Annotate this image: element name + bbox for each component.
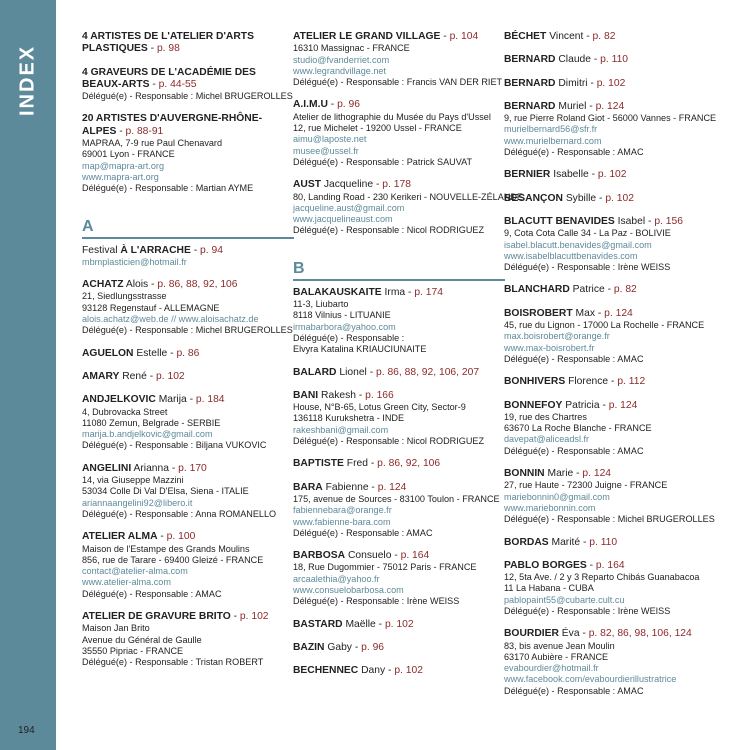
entry-name: 20 ARTISTES D'AUVERGNE-RHÔNE-ALPES — [82, 113, 262, 137]
entry-link[interactable]: arcaalethia@yahoo.fr — [293, 573, 380, 584]
entry-detail: 45, rue du Lignon - 17000 La Rochelle - FRANCE — [504, 320, 705, 331]
entry-name: BARBOSA — [293, 550, 346, 562]
entry-link[interactable]: www.atelier-alma.com — [82, 577, 171, 588]
index-entry — [504, 54, 716, 66]
entry-heading: ATELIER ALMA - p. 100 — [82, 531, 196, 543]
entry-first-name: Patrice — [572, 284, 605, 296]
entry-link[interactable]: marija.b.andjelkovic@gmail.com — [82, 429, 213, 440]
entry-pages: p. 124 — [377, 481, 407, 493]
entry-first-name: Lionel — [339, 366, 367, 378]
entry-first-name: Marie — [547, 468, 574, 480]
entry-first-name: Patricia — [565, 399, 600, 411]
entry-pages: p. 178 — [382, 179, 411, 191]
entry-delegate: Délégué(e) - Responsable : Irène WEISS — [293, 596, 460, 607]
entry-heading: AGUELON Estelle - p. 86 — [82, 347, 200, 359]
entry-name: BÉCHET — [504, 31, 547, 42]
entry-name: BLANCHARD — [504, 284, 570, 296]
entry-heading: BALAKAUSKAITE Irma - p. 174 — [293, 286, 443, 298]
index-column-2 — [293, 31, 523, 688]
entry-delegate: Délégué(e) - Responsable : Patrick SAUVAT — [293, 156, 473, 167]
entry-delegate: Délégué(e) - Responsable : AMAC — [504, 685, 644, 696]
entry-name: BECHENNEC — [293, 665, 359, 677]
entry-heading: BERNIER Isabelle - p. 102 — [504, 169, 627, 181]
index-entry — [82, 31, 294, 56]
entry-heading: 20 ARTISTES D'AUVERGNE-RHÔNE-ALPES - p. 88-91 — [82, 113, 262, 137]
entry-prefix: Festival — [82, 244, 121, 256]
entry-detail: Délégué(e) - Responsable : Tristan ROBERT — [82, 657, 264, 668]
index-entry — [504, 537, 716, 549]
entry-name: PABLO BORGES — [504, 559, 587, 571]
entry-delegate: Délégué(e) - Responsable : Irène WEISS — [504, 605, 671, 616]
index-column-3 — [504, 31, 716, 708]
entry-pages: p. 174 — [414, 286, 443, 298]
entry-pages: p. 86, 88, 92, 106, 207 — [376, 366, 480, 378]
entry-detail: 69001 Lyon - FRANCE — [82, 149, 175, 160]
entry-delegate: Délégué(e) - Responsable : Nicol RODRIGUEZ — [293, 436, 485, 447]
entry-heading: BLANCHARD Patrice - p. 82 — [504, 284, 637, 296]
entry-heading: ANGELINI Arianna - p. 170 — [82, 462, 207, 474]
entry-first-name: Dany — [361, 665, 386, 677]
index-entry — [82, 279, 294, 336]
entry-pages: p. 124 — [604, 307, 633, 319]
section-letter: B — [293, 259, 505, 281]
entry-heading: BALARD Lionel - p. 86, 88, 92, 106, 207 — [293, 366, 480, 378]
entry-name: BLACUTT BENAVIDES — [504, 215, 615, 227]
entry-detail: 19, rue des Chartres — [504, 411, 587, 422]
entry-name: ANGELINI — [82, 462, 132, 474]
entry-heading: 4 ARTISTES DE L'ATELIER D'ARTS PLASTIQUES - p. 98 — [82, 31, 254, 55]
entry-first-name: Fred — [346, 458, 368, 470]
entry-pages: p. 86, 88, 92, 106 — [157, 279, 238, 291]
index-entry — [504, 216, 716, 273]
entry-first-name: Fabienne — [325, 481, 369, 493]
entry-detail: 11 La Habana - CUBA — [504, 583, 594, 594]
entry-link[interactable]: max.boisrobert@orange.fr — [504, 331, 610, 342]
index-entry — [504, 31, 716, 43]
entry-detail: 12, 5ta Ave. / 2 y 3 Reparto Chibás Guanabacoa — [504, 572, 700, 583]
entry-name: BARA — [293, 481, 323, 493]
entry-first-name: Marija — [158, 394, 187, 406]
entry-pages: p. 102 — [605, 192, 634, 204]
entry-delegate: Délégué(e) - Responsable : Biljana VUKOVIC — [82, 440, 267, 451]
entry-detail: 12, rue Michelet - 19200 Ussel - FRANCE — [293, 123, 462, 134]
entry-first-name: Sybille — [565, 192, 597, 204]
entry-pages: p. 156 — [654, 215, 683, 227]
entry-name: BERNARD — [504, 100, 556, 112]
entry-link[interactable]: alois.achatz@web.de // www.aloisachatz.de — [82, 314, 259, 325]
entry-link[interactable]: www.isabelblacuttbenavides.com — [504, 250, 638, 261]
entry-name: AGUELON — [82, 347, 134, 359]
entry-link[interactable]: jacqueline.aust@gmail.com — [293, 202, 405, 213]
entry-detail: 4, Dubrovacka Street — [82, 406, 168, 417]
entry-pages: p. 124 — [595, 100, 625, 112]
entry-heading: Festival À L'ARRACHE - p. 94 — [82, 244, 223, 256]
entry-heading: BANI Rakesh - p. 166 — [293, 389, 394, 401]
index-entry — [504, 101, 716, 158]
entry-detail: 63170 Aubière - FRANCE — [504, 651, 609, 662]
entry-pages: p. 102 — [156, 370, 185, 382]
entry-name: BASTARD — [293, 618, 343, 630]
entry-delegate: Délégué(e) - Responsable : — [293, 332, 405, 343]
entry-first-name: Irma — [384, 286, 406, 298]
entry-heading: BERNARD Muriel - p. 124 — [504, 100, 625, 112]
entry-detail: 16310 Massignac - FRANCE — [293, 43, 410, 54]
entry-delegate: Elvyra Katalina KRIAUCIUNAITE — [293, 344, 427, 355]
entry-first-name: Max — [575, 307, 595, 319]
entry-delegate: Délégué(e) - Responsable : Michel BRUGEROLLES — [82, 325, 293, 336]
entry-detail: House, N°B-65, Lotus Green City, Sector-9 — [293, 402, 466, 413]
index-entry — [293, 619, 505, 631]
index-entry — [82, 371, 294, 383]
entry-name: BAPTISTE — [293, 458, 344, 470]
entry-heading: BERNARD Claude - p. 110 — [504, 54, 629, 66]
entry-pages: p. 164 — [400, 550, 430, 562]
entry-name: ATELIER ALMA — [82, 531, 158, 543]
entry-pages: p. 82 — [592, 31, 616, 42]
entry-name: BALARD — [293, 366, 337, 378]
index-entry — [293, 665, 505, 677]
entry-name: BERNIER — [504, 169, 551, 181]
entry-detail: Maison Jan Brito — [82, 623, 150, 634]
entry-name: BOURDIER — [504, 628, 559, 640]
index-column-1 — [82, 31, 294, 679]
entry-heading: BARA Fabienne - p. 124 — [293, 481, 407, 493]
entry-detail: 21, Siedlungsstrasse — [82, 291, 167, 302]
entry-delegate: Délégué(e) - Responsable : AMAC — [504, 445, 644, 456]
entry-link[interactable]: mariebonnin0@gmail.com — [504, 491, 610, 502]
entry-heading: BONHIVERS Florence - p. 112 — [504, 376, 646, 388]
entry-link[interactable]: isabel.blacutt.benavides@gmail.com — [504, 239, 652, 250]
entry-link[interactable]: pablopaint55@cubarte.cult.cu — [504, 594, 625, 605]
index-entry — [82, 245, 294, 269]
entry-delegate: Délégué(e) - Responsable : Francis VAN DER RIET — [293, 77, 503, 88]
entry-heading: AUST Jacqueline - p. 178 — [293, 179, 411, 191]
entry-pages: p. 88-91 — [125, 125, 164, 137]
entry-name: BANI — [293, 389, 319, 401]
index-entry — [504, 628, 716, 697]
index-entry — [504, 400, 716, 457]
index-entry — [293, 550, 505, 607]
entry-pages: p. 86, 92, 106 — [377, 458, 441, 470]
entry-first-name: Isabelle — [553, 169, 589, 181]
entry-pages: p. 86 — [176, 347, 200, 359]
index-entry — [504, 376, 716, 388]
section-letter: A — [82, 217, 294, 239]
entry-heading: AMARY René - p. 102 — [82, 370, 185, 382]
entry-first-name: Isabel — [617, 215, 646, 227]
entry-link[interactable]: www.max-boisrobert.fr — [504, 342, 595, 353]
entry-heading: BAZIN Gaby - p. 96 — [293, 641, 385, 653]
entry-pages: p. 166 — [365, 389, 394, 401]
entry-name: 4 ARTISTES DE L'ATELIER D'ARTS PLASTIQUES — [82, 31, 254, 55]
entry-heading: A.I.M.U - p. 96 — [293, 99, 360, 111]
index-entry — [504, 78, 716, 90]
index-entry — [504, 169, 716, 181]
entry-pages: p. 96 — [361, 641, 385, 653]
entry-pages: p. 102 — [596, 77, 626, 89]
entry-delegate: Délégué(e) - Responsable : AMAC — [504, 147, 644, 158]
entry-pages: p. 102 — [394, 665, 423, 677]
index-entry — [82, 113, 294, 194]
index-entry — [293, 390, 505, 447]
entry-name: ANDJELKOVIC — [82, 394, 156, 406]
entry-heading: ANDJELKOVIC Marija - p. 184 — [82, 394, 225, 406]
entry-heading: BORDAS Marité - p. 110 — [504, 536, 618, 548]
entry-name: À L'ARRACHE — [120, 244, 191, 256]
entry-pages: p. 124 — [582, 468, 612, 480]
entry-name: BESANÇON — [504, 192, 563, 204]
entry-name: 4 GRAVEURS DE L'ACADÉMIE DES BEAUX-ARTS — [82, 66, 256, 90]
entry-detail: 14, via Giuseppe Mazzini — [82, 475, 184, 486]
entry-detail: Maison de l'Estampe des Grands Moulins — [82, 543, 250, 554]
index-entry — [293, 179, 523, 236]
entry-heading: BESANÇON Sybille - p. 102 — [504, 192, 634, 204]
entry-link[interactable]: www.consuelobarbosa.com — [293, 584, 404, 595]
page-number: 194 — [18, 725, 35, 736]
entry-name: BONNEFOY — [504, 399, 563, 411]
index-entry — [504, 560, 716, 617]
entry-name: BORDAS — [504, 536, 549, 548]
index-entry — [293, 99, 505, 168]
entry-delegate: Délégué(e) - Responsable : Michel BRUGEROLLES — [504, 514, 715, 525]
entry-link[interactable]: rakeshbani@gmail.com — [293, 424, 389, 435]
index-entry — [82, 67, 294, 103]
index-entry — [293, 31, 505, 88]
index-entry — [82, 348, 294, 360]
entry-pages: p. 44-55 — [158, 78, 197, 90]
entry-heading: BECHENNEC Dany - p. 102 — [293, 665, 423, 677]
entry-heading: BLACUTT BENAVIDES Isabel - p. 156 — [504, 215, 683, 227]
entry-name: ATELIER LE GRAND VILLAGE — [293, 31, 441, 42]
entry-delegate: Délégué(e) - Responsable : AMAC — [293, 527, 433, 538]
entry-detail: MAPRAA, 7-9 rue Paul Chenavard — [82, 138, 223, 149]
entry-detail: 8118 Vilnius - LITUANIE — [293, 310, 391, 321]
entry-heading: BASTARD Maëlle - p. 102 — [293, 618, 414, 630]
entry-name: BONNIN — [504, 468, 545, 480]
entry-link[interactable]: evabourdier@hotmail.fr — [504, 663, 599, 674]
entry-detail: Délégué(e) - Responsable : Michel BRUGEROLLES — [82, 91, 293, 102]
index-sidebar — [0, 0, 56, 750]
entry-delegate: Délégué(e) - Responsable : AMAC — [504, 353, 644, 364]
entry-heading: BAPTISTE Fred - p. 86, 92, 106 — [293, 458, 441, 470]
entry-detail: 27, rue Haute - 72300 Juigne - FRANCE — [504, 480, 668, 491]
entry-heading: ACHATZ Alois - p. 86, 88, 92, 106 — [82, 279, 238, 291]
entry-heading: BONNEFOY Patricia - p. 124 — [504, 399, 638, 411]
entry-first-name: Maëlle — [345, 618, 376, 630]
entry-first-name: Dimitri — [558, 77, 588, 89]
entry-name: BAZIN — [293, 641, 325, 653]
index-entry — [82, 394, 294, 451]
entry-link[interactable]: ariannaangelini92@libero.it — [82, 497, 193, 508]
entry-link[interactable]: davepat@aliceadsl.fr — [504, 434, 590, 445]
entry-heading: BÉCHET Vincent - p. 82 — [504, 31, 616, 42]
entry-detail: Avenue du Général de Gaulle — [82, 634, 202, 645]
entry-link[interactable]: mbmplasticien@hotmail.fr — [82, 256, 187, 267]
entry-detail: 53034 Colle Di Val D'Elsa, Siena - ITALIE — [82, 486, 249, 497]
entry-first-name: Florence — [568, 376, 609, 388]
entry-name: BONHIVERS — [504, 376, 566, 388]
entry-heading: BONNIN Marie - p. 124 — [504, 468, 612, 480]
entry-link[interactable]: aimu@laposte.net — [293, 134, 367, 145]
entry-pages: p. 170 — [178, 462, 207, 474]
entry-name: AUST — [293, 179, 322, 191]
index-entry — [293, 642, 505, 654]
index-entry — [82, 611, 294, 668]
entry-pages: p. 110 — [589, 536, 618, 548]
entry-detail: 93128 Regenstauf - ALLEMAGNE — [82, 302, 220, 313]
entry-detail: 63670 La Roche Blanche - FRANCE — [504, 423, 652, 434]
entry-detail: 18, Rue Dugommier - 75012 Paris - FRANCE — [293, 562, 477, 573]
entry-delegate: Délégué(e) - Responsable : Martian AYME — [82, 183, 254, 194]
index-entry — [82, 463, 294, 520]
entry-name: BERNARD — [504, 54, 556, 66]
entry-detail: 80, Landing Road - 230 Kerikeri - NOUVELLE-ZÉLANDE — [293, 191, 523, 202]
entry-first-name: Marité — [551, 536, 581, 548]
index-entry — [504, 284, 716, 296]
entry-first-name: Éva — [561, 628, 580, 640]
entry-heading: BOURDIER Éva - p. 82, 86, 98, 106, 124 — [504, 628, 692, 640]
entry-detail: 9, rue Pierre Roland Giot - 56000 Vannes - FRANCE — [504, 113, 717, 124]
index-entry — [293, 458, 505, 470]
entry-pages: p. 100 — [166, 531, 196, 543]
entry-link[interactable]: www.murielbernard.com — [504, 135, 602, 146]
entry-link[interactable]: fabiennebara@orange.fr — [293, 505, 392, 516]
entry-first-name: Arianna — [133, 462, 169, 474]
entry-link[interactable]: contact@atelier-alma.com — [82, 566, 188, 577]
entry-delegate: Délégué(e) - Responsable : Irène WEISS — [504, 262, 671, 273]
entry-detail: 9, Cota Cota Calle 34 - La Paz - BOLIVIE — [504, 228, 671, 239]
index-entry — [504, 468, 716, 525]
entry-name: AMARY — [82, 370, 120, 382]
index-entry — [504, 193, 716, 205]
entry-first-name: René — [122, 370, 147, 382]
entry-heading: ATELIER DE GRAVURE BRITO - p. 102 — [82, 610, 269, 622]
entry-link[interactable]: www.jacquelineaust.com — [293, 214, 393, 225]
entry-first-name: Vincent — [549, 31, 584, 42]
entry-first-name: Muriel — [558, 100, 587, 112]
entry-heading: 4 GRAVEURS DE L'ACADÉMIE DES BEAUX-ARTS - p. 44-55 — [82, 66, 256, 90]
entry-pages: p. 102 — [597, 169, 627, 181]
entry-link[interactable]: studio@fvanderriet.com — [293, 54, 390, 65]
entry-link[interactable]: www.mapra-art.org — [82, 171, 159, 182]
entry-pages: p. 184 — [195, 394, 225, 406]
entry-delegate: Délégué(e) - Responsable : Nicol RODRIGUEZ — [293, 225, 485, 236]
entry-link[interactable]: murielbernard56@sfr.fr — [504, 124, 598, 135]
entry-link[interactable]: www.fabienne-bara.com — [293, 516, 391, 527]
entry-link[interactable]: www.mariebonnin.com — [504, 502, 596, 513]
entry-first-name: Rakesh — [321, 389, 356, 401]
entry-name: ACHATZ — [82, 279, 124, 291]
index-entry — [82, 531, 294, 600]
entry-pages: p. 124 — [608, 399, 638, 411]
entry-link[interactable]: map@mapra-art.org — [82, 160, 165, 171]
entry-first-name: Gaby — [327, 641, 352, 653]
entry-pages: p. 96 — [337, 99, 360, 111]
index-entry — [293, 287, 505, 356]
entry-name: ATELIER DE GRAVURE BRITO — [82, 610, 231, 622]
entry-pages: p. 82, 86, 98, 106, 124 — [588, 628, 692, 640]
entry-link[interactable]: www.facebook.com/evabourdierillustratrice — [504, 674, 677, 685]
entry-first-name: Consuelo — [347, 550, 392, 562]
entry-heading: PABLO BORGES - p. 164 — [504, 559, 625, 571]
entry-name: BALAKAUSKAITE — [293, 286, 382, 298]
entry-pages: p. 164 — [595, 559, 625, 571]
entry-pages: p. 112 — [617, 376, 646, 388]
entry-first-name: Estelle — [136, 347, 168, 359]
entry-delegate: Délégué(e) - Responsable : Anna ROMANELLO — [82, 508, 277, 519]
entry-first-name: Claude — [558, 54, 592, 66]
entry-name: BOISROBERT — [504, 307, 573, 319]
entry-pages: p. 102 — [239, 610, 269, 622]
entry-name: A.I.M.U — [293, 99, 328, 111]
entry-detail: 35550 Pipriac - FRANCE — [82, 645, 184, 656]
entry-pages: p. 98 — [156, 43, 180, 55]
entry-heading: ATELIER LE GRAND VILLAGE - p. 104 — [293, 31, 479, 42]
entry-link[interactable]: www.legrandvillage.net — [293, 65, 387, 76]
entry-heading: BERNARD Dimitri - p. 102 — [504, 77, 626, 89]
entry-heading: BARBOSA Consuelo - p. 164 — [293, 550, 430, 562]
index-entry — [293, 367, 505, 379]
entry-first-name: Alois — [125, 279, 149, 291]
entry-pages: p. 102 — [384, 618, 414, 630]
entry-detail: 136118 Kurukshetra - INDE — [293, 413, 405, 424]
entry-pages: p. 94 — [200, 244, 223, 256]
entry-link[interactable]: irmabarbora@yahoo.com — [293, 321, 396, 332]
entry-detail: 83, bis avenue Jean Moulin — [504, 640, 615, 651]
index-entry — [504, 308, 716, 365]
entry-detail: 856, rue de Tarare - 69400 Gleizé - FRANCE — [82, 554, 264, 565]
entry-pages: p. 82 — [613, 284, 637, 296]
entry-pages: p. 104 — [449, 31, 479, 42]
entry-heading: BOISROBERT Max - p. 124 — [504, 307, 633, 319]
entry-name: BERNARD — [504, 77, 556, 89]
entry-pages: p. 110 — [600, 54, 629, 66]
entry-detail: 11080 Zemun, Belgrade - SERBIE — [82, 417, 221, 428]
entry-detail: Atelier de lithographie du Musée du Pays d'Ussel — [293, 111, 491, 122]
entry-delegate: Délégué(e) - Responsable : AMAC — [82, 588, 222, 599]
entry-link[interactable]: musee@ussel.fr — [293, 145, 359, 156]
entry-detail: 11-3, Liubarto — [293, 299, 349, 310]
entry-detail: 175, avenue de Sources - 83100 Toulon - FRANCE — [293, 493, 500, 504]
entry-first-name: Jacqueline — [323, 179, 374, 191]
index-entry — [293, 482, 505, 539]
index-title: INDEX — [16, 44, 39, 116]
